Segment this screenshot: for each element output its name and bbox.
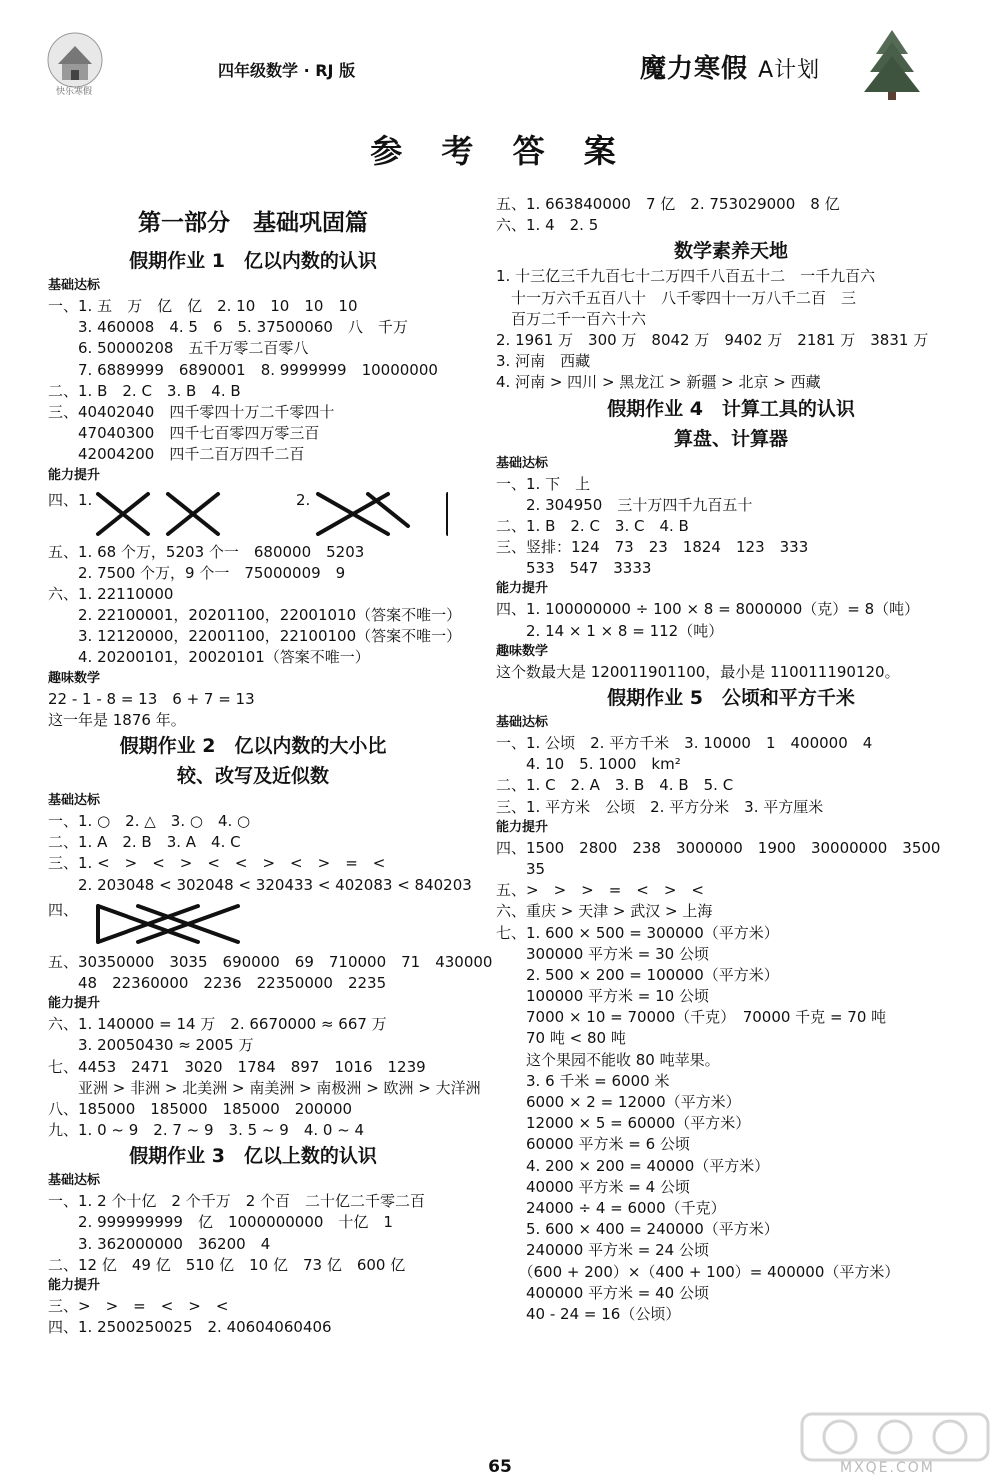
answer-line: 六、1. 140000 = 14 万 2. 6670000 ≈ 667 万 — [48, 1015, 387, 1034]
answer-line: 2. 7500 个万，9 个一 75000009 9 — [48, 563, 346, 582]
answer-line: 四、1. 2500250025 2. 40604060406 — [48, 1318, 332, 1337]
answer-line: 3. 460008 4. 5 6 5. 37500060 八 千万 — [48, 318, 408, 337]
answer-line: 2. 22100001，20201100，22001010（答案不唯一） — [48, 606, 462, 625]
logo-caption: 快乐寒假 — [55, 87, 92, 97]
answer-line: 70 吨 < 80 吨 — [496, 1029, 626, 1048]
section-label: 趣味数学 — [48, 670, 101, 686]
section-label: 能力提升 — [496, 819, 549, 835]
answer-line: 一、1. 2 个十亿 2 个千万 2 个百 二十亿二千零二百 — [48, 1192, 426, 1211]
answer-line: 二、1. B 2. C 3. B 4. B — [48, 381, 241, 400]
answer-line: 百万二千一百六十六 — [496, 309, 647, 328]
section-label: 能力提升 — [496, 581, 549, 597]
answer-line: 这个数最大是 120011901100，最小是 110011190120。 — [496, 662, 900, 681]
assignment-heading: 较、改写及近似数 — [176, 765, 329, 787]
answer-line: 7. 6889999 6890001 8. 9999999 10000000 — [48, 360, 438, 379]
section-label: 能力提升 — [48, 467, 101, 483]
answer-line: 2. 304950 三十万四千九百五十 — [496, 495, 753, 514]
answer-line: 3. 362000000 36200 4 — [48, 1234, 271, 1253]
answer-line: 五、1. 68 个万，5203 个一 680000 5203 — [48, 542, 365, 561]
answer-line: 22 - 1 - 8 = 13 6 + 7 = 13 — [48, 689, 255, 708]
answer-line: 三、1. 平方米 公顷 2. 平方分米 3. 平方厘米 — [496, 797, 824, 816]
answer-line: 6. 50000208 五千万零二百零八 — [48, 339, 309, 358]
answer-line: 240000 平方米 = 24 公顷 — [496, 1241, 709, 1260]
brand-subtitle: A计划 — [758, 58, 821, 83]
brand-name: 魔力寒假 — [640, 54, 749, 84]
answer-line: 100000 平方米 = 10 公顷 — [496, 987, 709, 1006]
section-label: 能力提升 — [48, 996, 101, 1012]
answer-line: 300000 平方米 = 30 公顷 — [496, 944, 709, 963]
answer-line: 2. 999999999 亿 1000000000 十亿 1 — [48, 1213, 393, 1232]
answer-line: （600 + 200）×（400 + 100）= 400000（平方米） — [496, 1262, 900, 1281]
assignment-heading: 假期作业 5 公顷和平方千米 — [607, 687, 855, 709]
section-label: 基础达标 — [496, 455, 549, 471]
matching-lines — [48, 486, 458, 542]
answer-line: 四、1. 100000000 ÷ 100 × 8 = 8000000（克）= 8（吨） — [496, 600, 920, 619]
answer-line: 47040300 四千七百零四万零三百 — [48, 424, 320, 443]
answer-line: 35 — [496, 859, 546, 878]
assignment-heading: 假期作业 1 亿以内数的认识 — [129, 250, 377, 272]
answer-line: 一、1. 下 上 — [496, 474, 591, 493]
answer-line: 八、185000 185000 185000 200000 — [48, 1099, 353, 1118]
assignment-heading: 数学素养天地 — [673, 240, 788, 263]
answer-line: 三、> > = < > < — [48, 1297, 229, 1315]
answer-line: 亚洲 > 非洲 > 北美洲 > 南美洲 > 南极洲 > 欧洲 > 大洋洲 — [48, 1078, 481, 1097]
answer-line: 4. 20200101，20020101（答案不唯一） — [48, 648, 370, 667]
assignment-heading: 假期作业 4 计算工具的认识 — [607, 397, 855, 420]
answer-line: 40000 平方米 = 4 公顷 — [496, 1177, 690, 1196]
answer-line: 六、1. 4 2. 5 — [496, 216, 599, 235]
section-label: 基础达标 — [48, 278, 101, 293]
section-label: 能力提升 — [48, 1278, 101, 1293]
brand-title — [640, 48, 820, 85]
answer-line: 四、1500 2800 238 3000000 1900 30000000 3500 — [496, 838, 941, 857]
answer-line: 48 22360000 2236 22350000 2235 — [48, 973, 387, 992]
answer-line: 12000 × 5 = 60000（平方米） — [496, 1114, 751, 1133]
pine-tree-icon — [862, 28, 922, 100]
page-title: 参 考 答 案 — [370, 132, 630, 170]
answer-line: 二、1. C 2. A 3. B 4. B 5. C — [496, 776, 734, 795]
matching-label: 四、1. — [48, 490, 93, 509]
answer-line: 一、1. ○ 2. △ 3. ○ 4. ○ — [48, 812, 251, 830]
matching-lines-icon — [88, 486, 448, 542]
answer-line: 2. 203048 < 302048 < 320433 < 402083 < 840203 — [48, 875, 472, 894]
part-heading: 第一部分 基础巩固篇 — [138, 210, 368, 236]
answer-line: 一、1. 五 万 亿 亿 2. 10 10 10 10 — [48, 297, 358, 315]
matching-lines-icon — [88, 896, 448, 952]
page-header — [0, 0, 1000, 110]
answer-line: 533 547 3333 — [496, 559, 652, 578]
answer-line: 这一年是 1876 年。 — [48, 710, 186, 729]
assignment-heading: 假期作业 2 亿以内数的大小比 — [119, 735, 387, 757]
section-label: 基础达标 — [48, 793, 101, 808]
answer-line: 3. 河南 西藏 — [496, 352, 591, 371]
answer-line: 400000 平方米 = 40 公顷 — [496, 1283, 709, 1302]
answer-line: 二、1. A 2. B 3. A 4. C — [48, 833, 241, 852]
answer-line: 二、12 亿 49 亿 510 亿 10 亿 73 亿 600 亿 — [48, 1255, 406, 1274]
section-label: 基础达标 — [496, 715, 549, 730]
matching-lines — [48, 896, 458, 952]
matching-label: 四、 — [48, 900, 79, 919]
page-number: 65 — [488, 1457, 512, 1477]
answer-line: 3. 6 千米 = 6000 米 — [496, 1071, 670, 1090]
answer-line: 六、1. 22110000 — [48, 584, 174, 603]
answer-line: 5. 600 × 400 = 240000（平方米） — [496, 1220, 779, 1239]
grade-label: 四年级数学 · RJ 版 — [218, 61, 356, 80]
answer-line: 七、1. 600 × 500 = 300000（平方米） — [496, 923, 779, 942]
watermark-logo-icon — [800, 1408, 990, 1468]
matching-label: 2. — [296, 490, 311, 509]
answer-line: 二、1. B 2. C 3. C 4. B — [496, 516, 689, 535]
answer-line: 十一万六千五百八十 八千零四十一万八千二百 三 — [496, 288, 857, 307]
answer-line: 2. 1961 万 300 万 8042 万 9402 万 2181 万 3831 万 — [496, 330, 929, 349]
answer-line: 六、重庆 > 天津 > 武汉 > 上海 — [496, 902, 713, 921]
answer-line: 24000 ÷ 4 = 6000（千克） — [496, 1198, 726, 1217]
answer-line: 三、1. < > < > < < > < > = < — [48, 854, 386, 873]
answer-line: 6000 × 2 = 12000（平方米） — [496, 1093, 741, 1111]
section-label: 基础达标 — [48, 1173, 101, 1189]
left-column — [48, 200, 493, 1338]
assignment-heading: 算盘、计算器 — [673, 427, 788, 450]
answer-line: 3. 12120000，22001100，22100100（答案不唯一） — [48, 627, 462, 646]
answer-line: 三、竖排：124 73 23 1824 123 333 — [496, 538, 809, 557]
answer-line: 2. 500 × 200 = 100000（平方米） — [496, 965, 779, 984]
answer-line: 3. 20050430 ≈ 2005 万 — [48, 1036, 254, 1055]
answer-line: 九、1. 0 ~ 9 2. 7 ~ 9 3. 5 ~ 9 4. 0 ~ 4 — [48, 1121, 365, 1140]
answer-line: 五、> > > = < > < — [496, 881, 704, 900]
answer-line: 42004200 四千二百万四千二百 — [48, 445, 305, 464]
answer-line: 4. 200 × 200 = 40000（平方米） — [496, 1156, 770, 1175]
answer-line: 60000 平方米 = 6 公顷 — [496, 1135, 690, 1154]
answer-line: 40 - 24 = 16（公顷） — [496, 1304, 681, 1323]
answer-line: 一、1. 公顷 2. 平方千米 3. 10000 1 400000 4 — [496, 734, 873, 752]
answer-line: 五、1. 663840000 7 亿 2. 753029000 8 亿 — [496, 195, 840, 213]
answer-line: 七、4453 2471 3020 1784 897 1016 1239 — [48, 1057, 426, 1076]
answer-line: 1. 十三亿三千九百七十二万四千八百五十二 一千九百六 — [496, 267, 876, 286]
answer-line: 这个果园不能收 80 吨苹果。 — [496, 1050, 720, 1069]
answer-line: 4. 10 5. 1000 km² — [496, 755, 681, 774]
answer-line: 4. 河南 > 四川 > 黑龙江 > 新疆 > 北京 > 西藏 — [496, 373, 821, 392]
answer-line: 五、30350000 3035 690000 69 710000 71 430000 — [48, 952, 493, 971]
section-label: 趣味数学 — [496, 643, 549, 659]
answer-line: 2. 14 × 1 × 8 = 112（吨） — [496, 621, 724, 640]
assignment-heading: 假期作业 3 亿以上数的认识 — [129, 1145, 377, 1168]
right-column — [496, 194, 966, 1325]
answer-line: 三、40402040 四千零四十万二千零四十 — [48, 402, 335, 421]
answer-line: 7000 × 10 = 70000（千克） 70000 千克 = 70 吨 — [496, 1008, 887, 1027]
answers-body — [0, 190, 1000, 1450]
watermark-text: MXQE.COM — [840, 1460, 935, 1476]
